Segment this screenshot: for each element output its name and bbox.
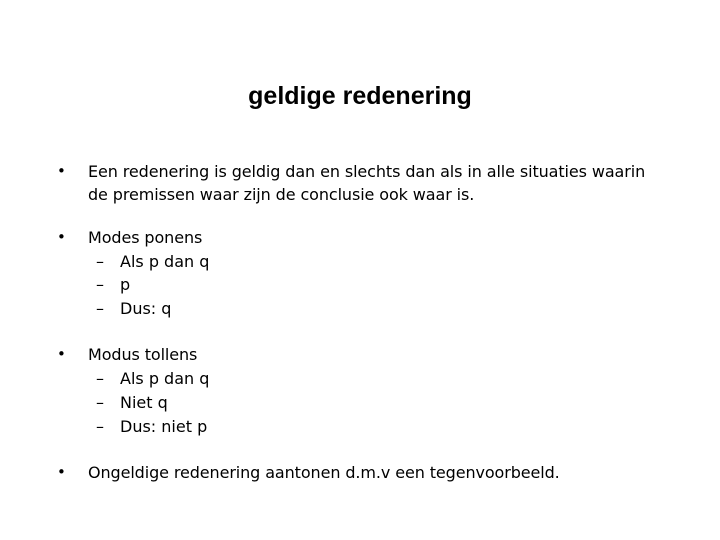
sub-marker: – xyxy=(96,275,104,294)
sub-text: Dus: q xyxy=(120,299,172,318)
bullet-marker: • xyxy=(57,162,66,180)
slide-title: geldige redenering xyxy=(248,82,472,110)
bullet-text: Ongeldige redenering aantonen d.m.v een tegenvoorbeeld. xyxy=(88,463,560,482)
bullet-marker: • xyxy=(57,228,66,246)
bullet-text: Modus tollens xyxy=(88,345,198,364)
sub-marker: – xyxy=(96,393,104,412)
bullet-text-line: Een redenering is geldig dan en slechts dan als in alle situaties waarin xyxy=(88,162,646,181)
sub-marker: – xyxy=(96,369,104,388)
sub-marker: – xyxy=(96,417,104,436)
bullet-text-line: de premissen waar zijn de conclusie ook waar is. xyxy=(88,185,475,204)
bullet-marker: • xyxy=(57,345,66,363)
bullet-text xyxy=(88,160,688,206)
bullet-text: Modes ponens xyxy=(88,228,203,247)
bullet-marker: • xyxy=(57,463,66,481)
sub-text: p xyxy=(120,275,131,294)
sub-text: Niet q xyxy=(120,393,168,412)
sub-text: Als p dan q xyxy=(120,252,210,271)
sub-marker: – xyxy=(96,299,104,318)
sub-text: Als p dan q xyxy=(120,369,210,388)
sub-text: Dus: niet p xyxy=(120,417,208,436)
sub-marker: – xyxy=(96,252,104,271)
